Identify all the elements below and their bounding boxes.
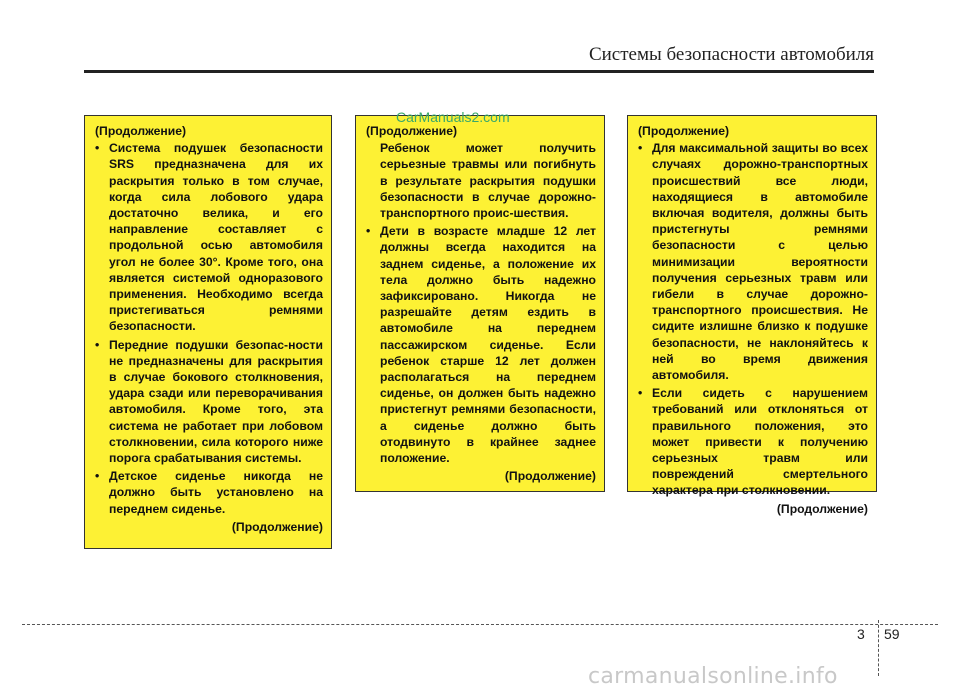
warning-box-2 <box>355 115 605 492</box>
list-item <box>95 468 323 517</box>
watermark-link[interactable]: CarManuals2.com <box>396 109 510 125</box>
continued-label: (Продолжение) <box>366 124 458 138</box>
bullet-icon: • <box>638 141 643 156</box>
warning-box-1 <box>84 115 332 549</box>
warning-box-3 <box>627 115 877 516</box>
section-number: 3 <box>857 626 865 642</box>
list-item-text: Дети в возрасте младше 12 лет должны всегда находится на заднем сиденье, а положение их тела должно быть надежно зафиксировано. Никогда не разрешайте детям ездить в автомобиле на переднем пассажирском сиденье. Если ребенок старше 12 лет должен располагаться на переднем сиденье, он должен быть надежно пристегнут ремнями безопасности, а сиденье должно быть отодвинуто в крайнее заднее положение. <box>380 224 596 466</box>
list-item-text: Система подушек безопасности SRS предназначена для их раскрытия только в том случае, когда сила лобового удара достаточно велика, и его направление составляет с продольной осью автомобиля угол не более 30°. Кроме того, она является системой одноразового применения. Необходимо всегда пристегиваться ремнями безопасности. <box>109 141 323 334</box>
section-title: Системы безопасности автомобиля <box>588 44 874 65</box>
bullet-list <box>638 140 868 498</box>
list-item <box>95 140 323 334</box>
continued-next-label: (Продолжение) <box>776 501 868 516</box>
bullet-list <box>366 223 596 466</box>
footer-watermark: carmanualsonline.info <box>588 664 838 689</box>
bullet-icon: • <box>95 141 100 156</box>
bullet-list <box>95 140 323 517</box>
bullet-icon: • <box>638 386 643 401</box>
list-item <box>638 140 868 383</box>
list-item-text: Передние подушки безопас-ности не предназначены для раскрытия в случае бокового столкновения, удара сзади или переворачивания автомобиля. Кроме того, эта система не работает при лобовом столкновении, сила которого ниже порога срабатывания системы. <box>109 337 323 466</box>
header-rule <box>84 70 874 73</box>
bullet-icon: • <box>95 337 100 352</box>
list-item-text: Детское сиденье никогда не должно быть установлено на переднем сиденье. <box>109 469 323 516</box>
list-item-text: Если сидеть с нарушением требований или отклоняться от правильного положения, это может привести к получению серьезных травм или повреждений смертельного характера при столкновении. <box>652 386 868 498</box>
footer-divider <box>22 624 938 625</box>
lead-paragraph: Ребенок может получить серьезные травмы или погибнуть в результате раскрытия подушки безопасности в случае дорожно-транспортного проис-шествия. <box>380 141 596 221</box>
list-item <box>638 385 868 498</box>
list-item <box>366 223 596 466</box>
bullet-icon: • <box>366 224 371 239</box>
list-item-text: Для максимальной защиты во всех случаях дорожно-транспортных происшествий все люди, находящиеся в автомобиле включая водителя, должны быть пристегнуты ремнями безопасности с целью минимизации вероятности получения серьезных травм или гибели в случае дорожно-транспортного происшествия. Не сидите излишне близко к подушке безопасности, не наклоняйтесь к ней во время движения автомобиля. <box>652 141 868 383</box>
list-item <box>95 337 323 467</box>
footer-vertical-divider <box>878 620 879 676</box>
page-number: 59 <box>884 626 900 642</box>
continued-label: (Продолжение) <box>95 124 187 138</box>
continued-label: (Продолжение) <box>638 124 730 138</box>
continued-next-label: (Продолжение) <box>504 469 596 484</box>
bullet-icon: • <box>95 469 100 484</box>
continued-next-label: (Продолжение) <box>231 519 323 534</box>
